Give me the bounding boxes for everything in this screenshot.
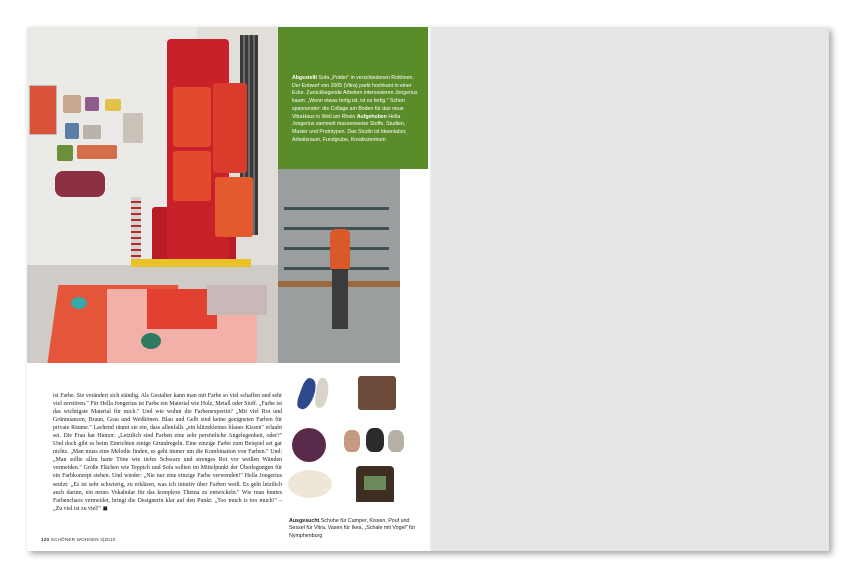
products-caption-text: Schuhe für Camper, Kissen, Pouf und Sessel für Vitra, Vasen für Ikea, „Schale mit Vogel" für Nymphenburg: [289, 518, 416, 539]
page-footer: [41, 537, 115, 542]
wall-art: [83, 125, 101, 139]
floor-collage-grey: [207, 285, 267, 315]
ikea-vase: [344, 430, 360, 452]
sofa-cushion: [173, 151, 211, 201]
magazine-spread: [27, 27, 829, 551]
vitra-armchair-seat: [364, 476, 386, 490]
wall-art: [77, 145, 117, 159]
wall-art: [63, 95, 81, 113]
left-page: [27, 27, 431, 551]
caption-label-abgestellt: Abgestellt: [292, 75, 318, 81]
products-caption: [289, 518, 419, 540]
camper-shoe: [314, 377, 330, 408]
striped-column: [131, 197, 141, 259]
shelf: [284, 207, 389, 210]
magazine-name: SCHÖNER WOHNEN 3|2010: [50, 537, 116, 542]
studio-photo: [278, 169, 400, 363]
nymphenburg-bowl-with-bird: [288, 470, 332, 498]
wall-art: [85, 97, 99, 111]
product-grid: [286, 372, 412, 512]
textile-samples: [55, 171, 105, 197]
sofa-cushion: [173, 87, 211, 147]
wall-art: [123, 113, 143, 143]
page-number: 120: [41, 537, 50, 542]
products-caption-label: Ausgesucht: [289, 518, 320, 524]
green-pouf: [141, 333, 161, 349]
designer-figure: [330, 229, 350, 269]
wall-art: [65, 123, 79, 139]
end-mark: ◼: [102, 505, 108, 512]
sofa-cushion: [213, 83, 247, 173]
yellow-base: [131, 259, 251, 267]
wall-art: [105, 99, 121, 111]
caption-text-abgestellt: Sofa „Polder" in verschiedenen Rottönen. Der Entwurf von 2005 (Vitra) parkt hochkant in einer Ecke. Zurückliegende Arbeiten interessieren Jongerius kaum: „Wenn etwas fertig ist, ist es fertig." Schon spannender: die Collage am Boden für das neue VitraHaus in Weil am Rhein: [292, 75, 418, 120]
article-body-text: ist Farbe. Sie verändert sich ständig. Als Gestalter kann man mit Farbe so viel schaffen und sehr viel zerstören." Für Hella Jongerius ist Farbe ein Material wie Holz, Metall oder Stoff. „Farbe ist das wichtigste Material für mich." Und wie wohnt die Farbenexpertin? „Mit viel Rot und Grünnuancen, Braun, Grau und Weißtönen. Blau und Gelb sind keine geeigneten Farben für private Räume." Lachend räumt sie ein, dass allenfalls „ein klitzekleines blaues Kissen" erlaubt sei. Die Frau hat Humor. „Letztlich sind Farben eine sehr persönliche Angelegenheit, oder?" Und doch gibt es beim Einrichten einige Grundregeln. Eine einzige Farbe zum Beispiel sei gar nichts. „Man muss eine Melodie finden, es geht immer um die Kombination von Farben." Und: „Man sollte allzu harte Töne wie tiefes Schwarz und strenges Rot vor weißen Wänden vermeiden." Große Flächen wie Teppich und Sofa sollten im Mittelpunkt der Überlegungen für ein Farbkonzept stehen. Und wieder: „Nie nur eine einzige Farbe verwenden!" Hella Jongerius seufzt: „Es ist sehr schwierig, zu erklären, was ich intuitiv über Farben weiß. Es geht letztlich auch darum, ein neues Vokabular für das komplexe Thema zu entwickeln." Wie man buntes Farbenchaos vermeidet, bringt die Designerin klar auf den Punkt: „Too much is too much!" – „Zu viel ist zu viel!": [53, 393, 282, 512]
ikea-vase: [388, 430, 404, 452]
wall-art: [57, 145, 73, 161]
caption-label-aufgehoben: Aufgehoben: [356, 113, 387, 120]
designer-figure-legs: [332, 269, 348, 329]
caption-text-aufgehoben: Hella Jongerius sammelt massenweise Stoffe, Studien, Muster und Prototypen. Das Studio ist Ideenlabor, Arbeitsraum, Fundgrube, Kreativzentrum: [292, 113, 407, 143]
teal-pouf: [71, 297, 87, 309]
right-page-blank: [431, 27, 829, 551]
ikea-vase: [366, 428, 384, 452]
vitra-cushion: [358, 376, 396, 410]
wall-poster: [29, 85, 57, 135]
green-caption-text: [292, 75, 420, 144]
article-body: [53, 392, 282, 513]
green-caption-box: [278, 27, 428, 169]
sofa-cushion: [215, 177, 253, 237]
main-photo-sofa-studio: [27, 27, 278, 363]
vitra-pouf: [292, 428, 326, 462]
